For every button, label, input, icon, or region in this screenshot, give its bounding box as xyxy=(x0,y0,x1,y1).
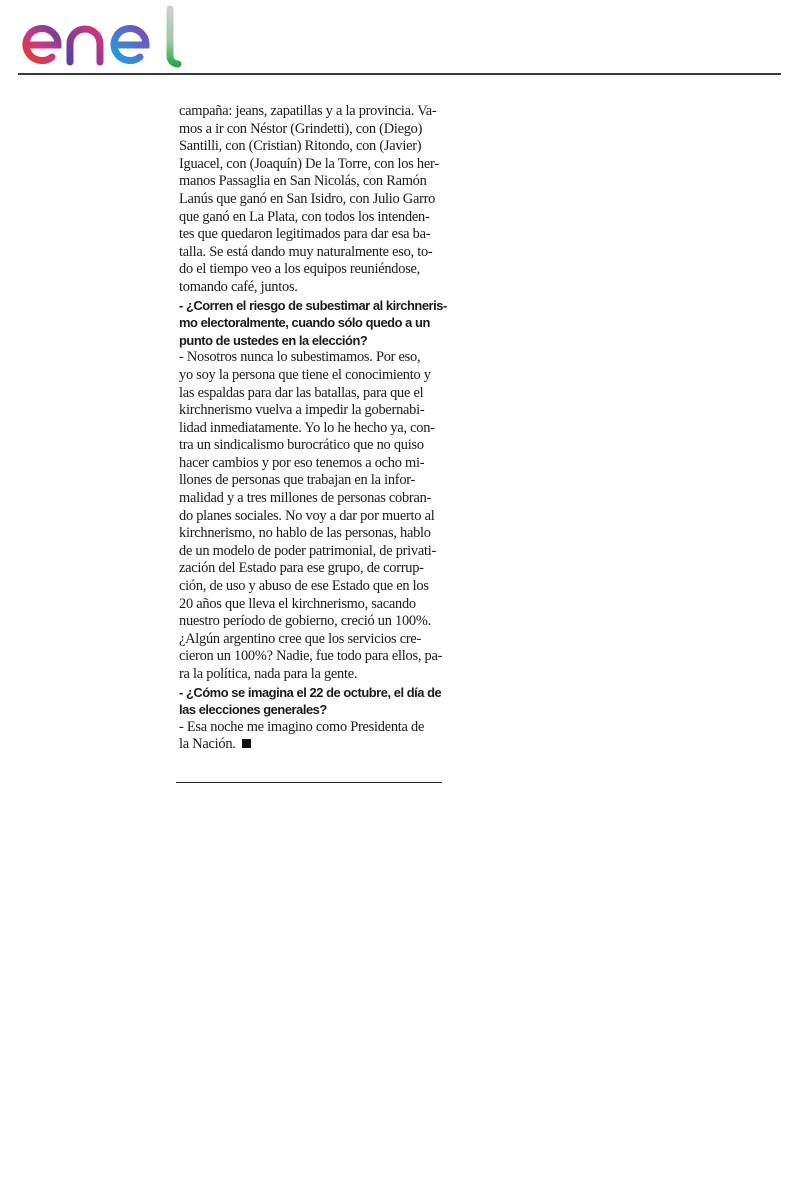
text-line: talla. Se está dando muy naturalmente eso, to- xyxy=(179,243,433,260)
text-line: tes que quedaron legitimados para dar esa ba- xyxy=(179,226,431,243)
logo-letter-e2 xyxy=(114,29,146,61)
logo-letter-l xyxy=(170,9,178,64)
text-line: mo electoralmente, cuando sólo quedo a un xyxy=(179,315,430,331)
text-line: do el tiempo veo a los equipos reuniéndose, xyxy=(179,261,421,278)
article-text xyxy=(179,103,467,754)
text-line: de un modelo de poder patrimonial, de privati- xyxy=(179,542,437,559)
text-line: manos Passaglia en San Nicolás, con Ramón xyxy=(179,173,427,190)
text-line: cieron un 100%? Nadie, fue todo para ellos, pa- xyxy=(179,648,443,665)
text-line: - Esa noche me imagino como Presidenta de xyxy=(179,718,425,735)
interview-answer xyxy=(179,719,467,754)
text-line: ción, de uso y abuso de ese Estado que en los xyxy=(179,578,429,595)
text-line: tra un sindicalismo burocrático que no quiso xyxy=(179,437,424,454)
text-line: lidad inmediatamente. Yo lo he hecho ya, con- xyxy=(179,419,435,436)
interview-question xyxy=(179,684,467,719)
header-rule xyxy=(18,73,781,75)
text-line: campaña: jeans, zapatillas y a la provincia. Va- xyxy=(179,103,437,119)
text-line: las espaldas para dar las batallas, para que el xyxy=(179,384,424,401)
text-line: zación del Estado para ese grupo, de corrup- xyxy=(179,560,424,577)
logo-letter-e1 xyxy=(26,29,58,61)
text-line: ra la política, nada para la gente. xyxy=(179,666,358,682)
interview-answer xyxy=(179,103,467,297)
text-line: llones de personas que trabajan en la infor- xyxy=(179,472,416,489)
text-line: - Nosotros nunca lo subestimamos. Por eso, xyxy=(179,349,421,366)
text-line: las elecciones generales? xyxy=(179,702,327,718)
text-line: punto de ustedes en la elección? xyxy=(179,332,368,348)
text-line: malidad y a tres millones de personas cobran- xyxy=(179,490,432,507)
end-of-article-mark xyxy=(242,739,251,748)
enel-logo xyxy=(16,4,182,68)
text-line: Santilli, con (Cristian) Ritondo, con (Javier) xyxy=(179,138,422,155)
text-line: nuestro período de gobierno, creció un 100%. xyxy=(179,613,431,630)
text-line: la Nación. xyxy=(179,736,467,754)
interview-question xyxy=(179,297,467,350)
text-line: hacer cambios y por eso tenemos a ocho mi- xyxy=(179,454,425,471)
text-line: que ganó en La Plata, con todos los intenden- xyxy=(179,208,430,225)
interview-answer xyxy=(179,349,467,683)
text-line: Iguacel, con (Joaquín) De la Torre, con los her- xyxy=(179,155,439,172)
text-line: - ¿Cómo se imagina el 22 de octubre, el día de xyxy=(179,684,442,700)
text-line: mos a ir con Néstor (Grindetti), con (Diego) xyxy=(179,120,423,137)
text-line: ¿Algún argentino cree que los servicios cre- xyxy=(179,630,422,647)
logo-letter-n xyxy=(70,29,100,62)
text-line: 20 años que lleva el kirchnerismo, sacando xyxy=(179,595,416,612)
text-line: do planes sociales. No voy a dar por muerto al xyxy=(179,507,435,524)
text-line: Lanús que ganó en San Isidro, con Julio Garro xyxy=(179,190,436,207)
text-line: kirchnerismo vuelva a impedir la gobernabi- xyxy=(179,402,425,419)
article-end-rule xyxy=(176,782,442,783)
text-line: yo soy la persona que tiene el conocimiento y xyxy=(179,366,431,383)
text-line: kirchnerismo, no hablo de las personas, hablo xyxy=(179,525,431,542)
text-line: - ¿Corren el riesgo de subestimar al kirchneris- xyxy=(179,297,447,313)
text-line: tomando café, juntos. xyxy=(179,278,298,295)
